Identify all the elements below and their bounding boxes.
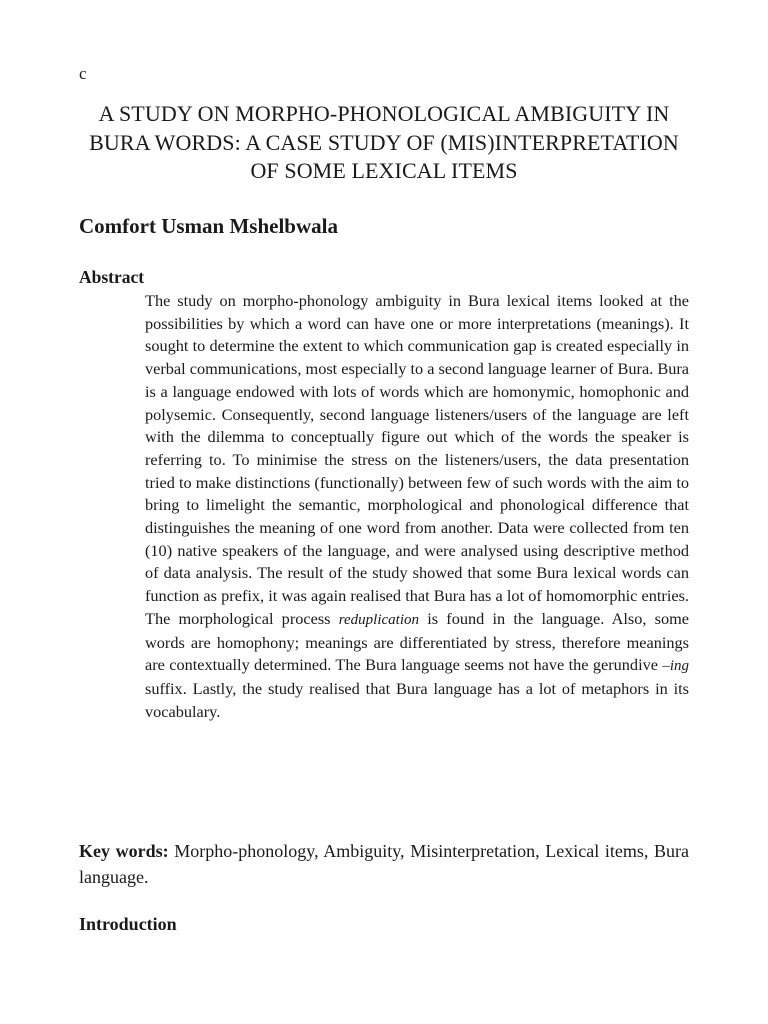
abstract-italic-term-ing: –ing: [662, 658, 689, 675]
abstract-text-part-2: is found in the language. Also, some words are homophony; meanings are differentiated by stress, therefore meanings are contextually determined. The Bura language seems not have the gerundive: [145, 608, 690, 675]
abstract-text-part-1: The study on morpho-phonology ambiguity in Bura lexical items looked at the possibilities by which a word can have one or more interpretations (meanings). It sought to determine the extent to which communication gap is created especially in verbal communications, most especially to a second language learner of Bura. Bura is a language endowed with lots of words which are homonymic, homophonic and polysemic. Consequently, second language listeners/users of the language are left with the dilemma to conceptually figure out which of the words the speaker is referring to. To minimise the stress on the listeners/users, the data presentation tried to make distinctions (functionally) between few of such words with the aim to bring to limelight the semantic, morphological and phonological difference that distinguishes the meaning of one word from another. Data were collected from ten (10) native speakers of the language, and were analysed using descriptive method of data analysis. The result of the study showed that some Bura lexical words can function as prefix, it was again realised that Bura has a lot of homomorphic entries. The morphological process: [145, 291, 689, 628]
author-name: Comfort Usman Mshelbwala: [79, 214, 338, 238]
page-mark: c: [79, 64, 87, 83]
abstract-text-part-3: suffix. Lastly, the study realised that Bura language has a lot of metaphors in its vocabulary.: [145, 678, 689, 721]
paper-title: A STUDY ON MORPHO-PHONOLOGICAL AMBIGUITY IN BURA WORDS: A CASE STUDY OF (MIS)INTERPRETATION OF SOME LEXICAL ITEMS: [89, 101, 679, 183]
abstract-heading: Abstract: [79, 267, 145, 287]
keywords-text: Morpho-phonology, Ambiguity, Misinterpretation, Lexical items, Bura language.: [79, 841, 690, 887]
abstract-body: [145, 290, 689, 723]
keywords-label: Key words:: [79, 841, 169, 861]
introduction-heading: Introduction: [79, 914, 177, 934]
abstract-italic-term-reduplication: reduplication: [338, 611, 420, 628]
keywords-paragraph: [79, 839, 689, 890]
